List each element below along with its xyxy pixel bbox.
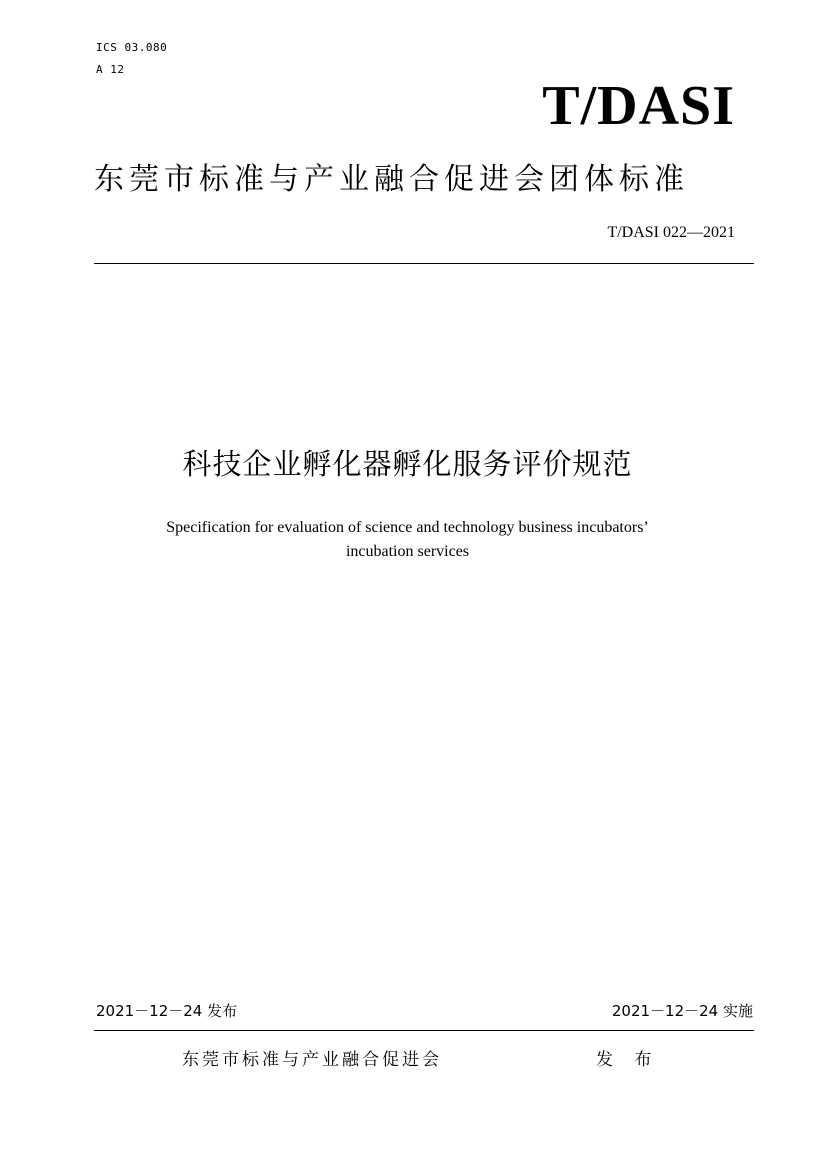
issue-date: 2021－12－24 发布 xyxy=(96,1002,238,1020)
document-title-chinese: 科技企业孵化器孵化服务评价规范 xyxy=(182,447,633,481)
header-divider xyxy=(94,263,754,264)
ccs-code: A 12 xyxy=(96,63,125,76)
document-title-english xyxy=(0,516,815,564)
publish-label: 发 布 xyxy=(596,1050,660,1070)
footer-divider xyxy=(94,1030,754,1031)
ics-code: ICS 03.080 xyxy=(96,41,168,54)
standard-number: T/DASI 022—2021 xyxy=(607,224,735,241)
standard-logo: T/DASI xyxy=(542,75,735,137)
document-title-english-line2: incubation services xyxy=(345,543,470,560)
organization-standard-title: 东莞市标准与产业融合促进会团体标准 xyxy=(94,162,689,197)
document-title-english-line1: Specification for evaluation of science and technology business incubators’ xyxy=(166,519,649,536)
implementation-date: 2021－12－24 实施 xyxy=(611,1002,753,1020)
publisher-name: 东莞市标准与产业融合促进会 xyxy=(182,1050,442,1070)
